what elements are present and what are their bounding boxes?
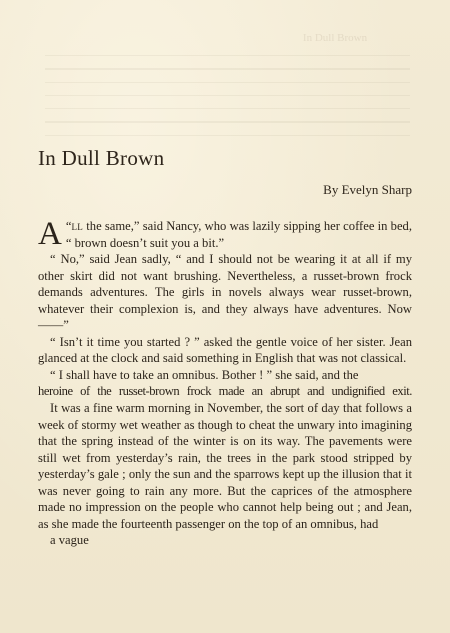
- paragraph-1-text: the same,” said Nancy, who was lazily sipping her coffee in bed, “ brown doesn’t suit you a bit.”: [65, 219, 412, 250]
- paragraph-3: “ Isn’t it time you started ? ” asked the gentle voice of her sister. Jean glanced at the clock and said something in English that was not classical.: [38, 334, 412, 366]
- paragraph-5: It was a fine warm morning in November, the sort of day that follows a week of stormy wet weather as though to cheat the unwary into imagining that the spring instead of the winter is on its way. The pavements were still wet from yesterday’s rain, the trees in the park stood stripped by yesterday’s gale ; only the sun and the sparrows kept up the illusion that it was never going to rain any more. But the caprices of the atmosphere made no impression on the people who cannot help being out ; and Jean, as she made the fourteenth passenger on the top of an omnibus, had: [38, 401, 412, 531]
- catchword-line: [38, 532, 412, 549]
- opening-quote: “: [65, 219, 72, 233]
- paragraph-4-line-2: heroine of the russet-brown frock made an abrupt and undignified exit.: [38, 384, 412, 399]
- story-title: In Dull Brown: [38, 146, 165, 170]
- paragraph-2: “ No,” said Jean sadly, “ and I should not be wearing it at all if my other skirt did not want brushing. Nevertheless, a russet-brown frock demands adventures. The girls in novels always wear russet-brown, whatever their complexion is, and they always have adventures. Now——”: [38, 252, 412, 333]
- show-through-heading: In Dull Brown: [302, 32, 368, 44]
- paragraph-1: [38, 218, 412, 251]
- catchword: a vague: [50, 533, 89, 548]
- author-byline: By Evelyn Sharp: [323, 182, 412, 197]
- show-through-text: [45, 55, 410, 148]
- drop-cap: A: [38, 216, 62, 252]
- paragraph-4-line-1: “ I shall have to take an omnibus. Bother ! ” she said, and the: [50, 367, 359, 382]
- story-body: [38, 218, 412, 549]
- paragraph-4: [38, 367, 412, 384]
- opening-smallcaps: ll: [71, 219, 84, 233]
